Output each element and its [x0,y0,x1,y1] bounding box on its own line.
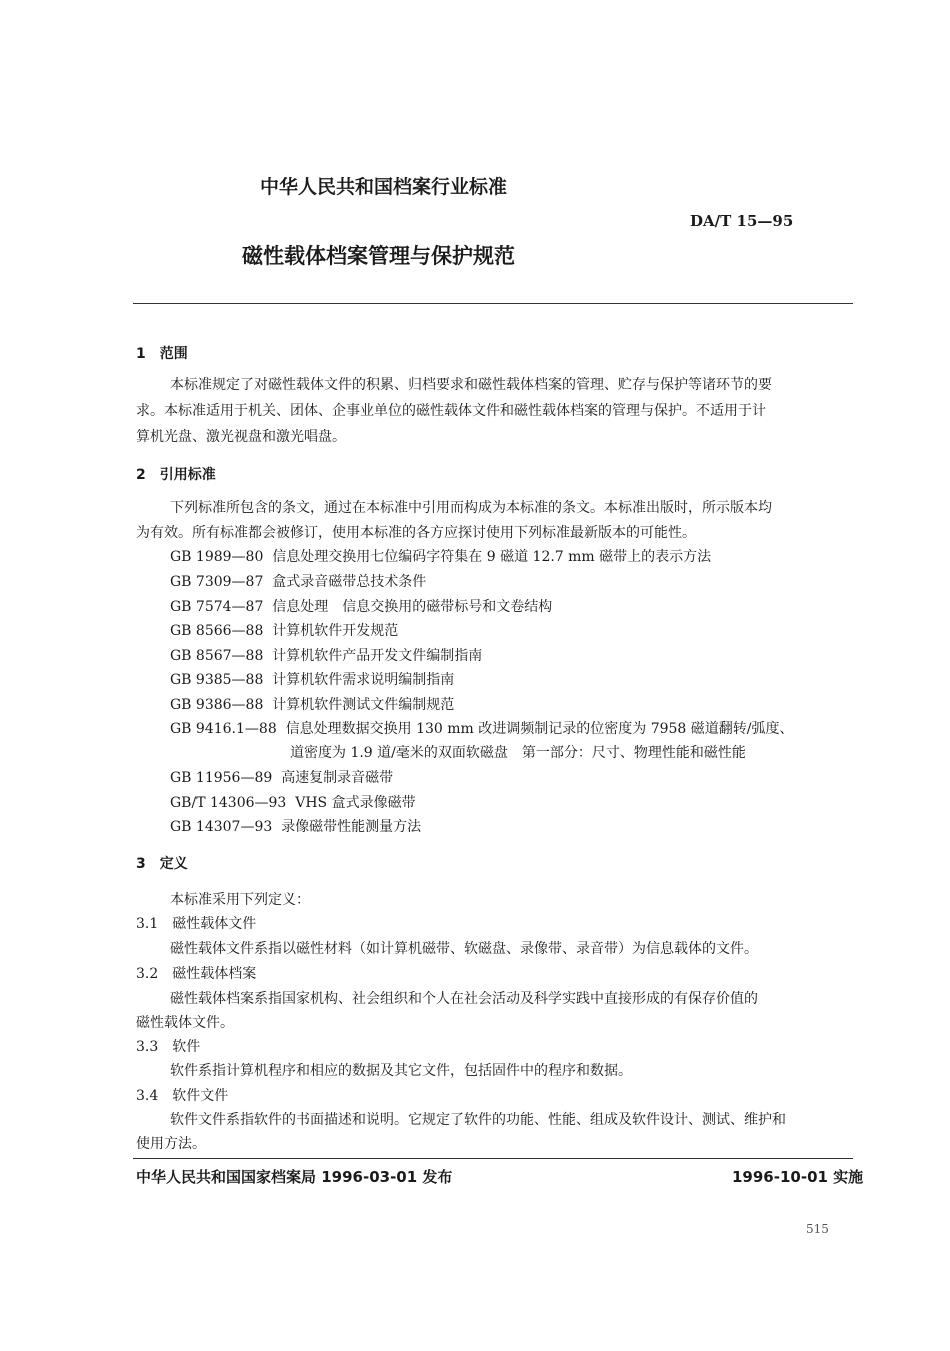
reference-item [170,719,794,739]
definition-text: 使用方法。 [136,1136,206,1152]
header-rule [133,303,853,304]
reference-code: GB 14307—93 [170,819,273,835]
definition-text: 磁性载体文件系指以磁性材料（如计算机磁带、软磁盘、录像带、录音带）为信息载体的文件。 [170,941,758,957]
page-number: 515 [806,1222,829,1236]
reference-title: 道密度为 1.9 道/毫米的双面软磁盘 第一部分：尺寸、物理性能和磁性能 [290,745,746,761]
definition-heading: 3.1 磁性载体文件 [136,916,257,932]
definition-text: 软件文件系指软件的书面描述和说明。它规定了软件的功能、性能、组成及软件设计、测试、维护和 [170,1112,786,1128]
reference-code: GB 8566—88 [170,623,264,639]
effective-date: 1996-10-01 实施 [732,1168,864,1186]
document-title: 磁性载体档案管理与保护规范 [242,244,515,268]
definition-text: 磁性载体文件。 [136,1015,234,1031]
reference-title: 信息处理数据交换用 130 mm 改进调频制记录的位密度为 7958 磁道翻转/弧度、 [285,721,794,737]
issuer-line: 中华人民共和国国家档案局 1996-03-01 发布 [136,1168,453,1186]
org-title: 中华人民共和国档案行业标准 [260,176,508,198]
reference-title: 信息处理 信息交换用的磁带标号和文卷结构 [272,599,553,615]
reference-code: GB 8567—88 [170,648,264,664]
reference-title: 信息处理交换用七位编码字符集在 9 磁道 12.7 mm 磁带上的表示方法 [272,549,712,565]
reference-code: GB 11956—89 [170,770,273,786]
reference-item [170,646,482,666]
definition-heading: 3.2 磁性载体档案 [136,966,257,982]
reference-title: 高速复制录音磁带 [281,770,394,786]
section-2-heading: 2 引用标准 [136,467,216,483]
reference-item [170,597,552,617]
reference-code: GB 7574—87 [170,599,264,615]
reference-item [170,817,421,837]
definition-heading: 3.4 软件文件 [136,1088,229,1104]
reference-code: GB/T 14306—93 [170,795,287,811]
reference-item [170,572,426,592]
section-3-heading: 3 定义 [136,856,188,872]
reference-title: VHS 盒式录像磁带 [295,795,416,811]
definition-text: 软件系指计算机程序和相应的数据及其它文件，包括固件中的程序和数据。 [170,1063,632,1079]
reference-item [170,768,393,788]
reference-title: 计算机软件需求说明编制指南 [272,672,455,688]
reference-item [170,695,454,715]
reference-code: GB 1989—80 [170,549,264,565]
reference-code: GB 7309—87 [170,574,264,590]
section-1-line: 本标准规定了对磁性载体文件的积累、归档要求和磁性载体档案的管理、贮存与保护等诸环节的要 [170,377,772,393]
section-1-line: 算机光盘、激光视盘和激光唱盘。 [136,429,346,445]
reference-title: 录像磁带性能测量方法 [281,819,422,835]
section-2-line: 为有效。所有标准都会被修订，使用本标准的各方应探讨使用下列标准最新版本的可能性。 [136,525,696,541]
reference-item [170,670,454,690]
reference-title: 计算机软件产品开发文件编制指南 [272,648,483,664]
reference-code: GB 9416.1—88 [170,721,277,737]
footer-rule [133,1158,853,1159]
definition-heading: 3.3 软件 [136,1039,201,1055]
reference-code: GB 9386—88 [170,697,264,713]
reference-item-continuation [290,743,746,763]
section-2-line: 下列标准所包含的条文，通过在本标准中引用而构成为本标准的条文。本标准出版时，所示版本均 [170,500,772,516]
reference-title: 计算机软件测试文件编制规范 [272,697,455,713]
reference-item [170,547,711,567]
section-1-line: 求。本标准适用于机关、团体、企事业单位的磁性载体文件和磁性载体档案的管理与保护。不适用于计 [136,403,766,419]
reference-title: 盒式录音磁带总技术条件 [272,574,427,590]
reference-item [170,793,416,813]
definition-text: 磁性载体档案系指国家机构、社会组织和个人在社会活动及科学实践中直接形成的有保存价值的 [170,991,758,1007]
reference-code: GB 9385—88 [170,672,264,688]
reference-title: 计算机软件开发规范 [272,623,399,639]
reference-item [170,621,398,641]
standard-code: DA/T 15—95 [690,212,794,230]
section-3-intro: 本标准采用下列定义： [170,892,310,908]
section-1-heading: 1 范围 [136,346,188,362]
